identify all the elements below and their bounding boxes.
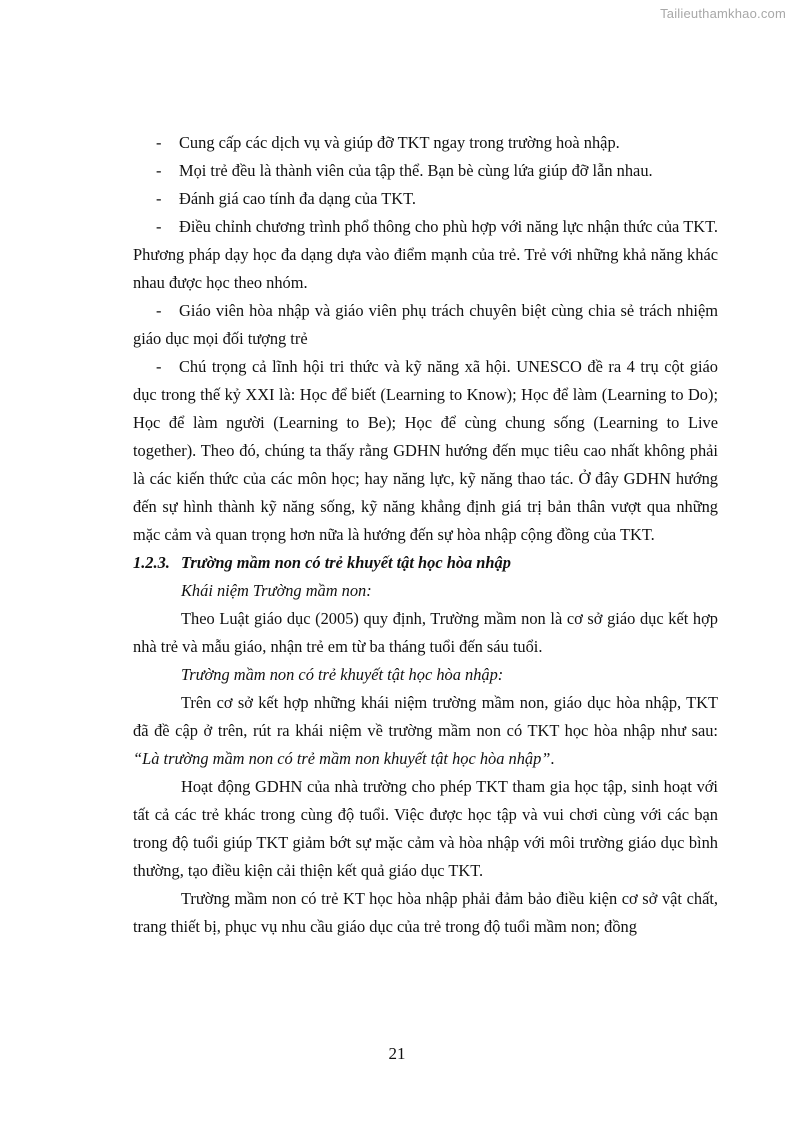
section-title: Trường mầm non có trẻ khuyết tật học hòa nhập (181, 553, 511, 572)
watermark: Tailieuthamkhao.com (660, 6, 786, 21)
paragraph: Trường mầm non có trẻ KT học hòa nhập phải đảm bảo điều kiện cơ sở vật chất, trang thiết bị, phục vụ nhu cầu giáo dục của trẻ trong độ tuổi mầm non; đồng (133, 889, 718, 936)
bullet-item: - Cung cấp các dịch vụ và giúp đỡ TKT ngay trong trường hoà nhập. (156, 133, 620, 152)
bullet-item: - Giáo viên hòa nhập và giáo viên phụ trách chuyên biệt cùng chia sẻ trách nhiệm giáo dục mọi đối tượng trẻ (133, 301, 718, 348)
paragraph: Trên cơ sở kết hợp những khái niệm trường mầm non, giáo dục hòa nhập, TKT đã đề cập ở trên, rút ra khái niệm về trường mầm non có TKT học hòa nhập như sau: “Là trường mầm non có trẻ mầm non khuyết tật học hòa nhập”. (133, 693, 718, 768)
subheading: Khái niệm Trường mầm non: (181, 581, 372, 600)
bullet-item: - Đánh giá cao tính đa dạng của TKT. (156, 189, 416, 208)
subheading: Trường mầm non có trẻ khuyết tật học hòa nhập: (181, 665, 504, 684)
bullet-item: - Mọi trẻ đều là thành viên của tập thể. Bạn bè cùng lứa giúp đỡ lẫn nhau. (156, 161, 653, 180)
paragraph: Hoạt động GDHN của nhà trường cho phép TKT tham gia học tập, sinh hoạt với tất cả các trẻ khác trong cùng độ tuổi. Việc được học tập và vui chơi cùng với các bạn trong độ tuổi giúp TKT giảm bớt sự mặc cảm và hòa nhập với môi trường giáo dục bình thường, tạo điều kiện cải thiện kết quả giáo dục TKT. (133, 777, 718, 880)
bullet-item: - Chú trọng cả lĩnh hội tri thức và kỹ năng xã hội. UNESCO đề ra 4 trụ cột giáo dục trong thế kỷ XXI là: Học để biết (Learning to Know); Học để làm (Learning to Do); Học để làm người (Learning to Be); Học để cùng chung sống (Learning to Live together). Theo đó, chúng ta thấy rằng GDHN hướng đến mục tiêu cao nhất không phải là các kiến thức của các môn học; hay năng lực, kỹ năng thao tác. Ở đây GDHN hướng đến sự hình thành kỹ năng sống, kỹ năng khẳng định giá trị bản thân vượt qua những mặc cảm và quan trọng hơn nữa là hướng đến sự hòa nhập cộng đồng của TKT. (133, 357, 718, 544)
quote: “Là trường mầm non có trẻ mầm non khuyết tật học hòa nhập” (133, 749, 551, 768)
section-heading (133, 549, 718, 577)
page-body (133, 129, 718, 941)
bullet-item: - Điều chỉnh chương trình phổ thông cho phù hợp với năng lực nhận thức của TKT. Phương pháp dạy học đa dạng dựa vào điểm mạnh của trẻ. Trẻ với những khả năng khác nhau được học theo nhóm. (133, 217, 718, 292)
paragraph: Theo Luật giáo dục (2005) quy định, Trường mầm non là cơ sở giáo dục kết hợp nhà trẻ và mẫu giáo, nhận trẻ em từ ba tháng tuổi đến sáu tuổi. (133, 609, 718, 656)
page-number: 21 (388, 1044, 406, 1063)
section-number: 1.2.3. (133, 553, 170, 572)
